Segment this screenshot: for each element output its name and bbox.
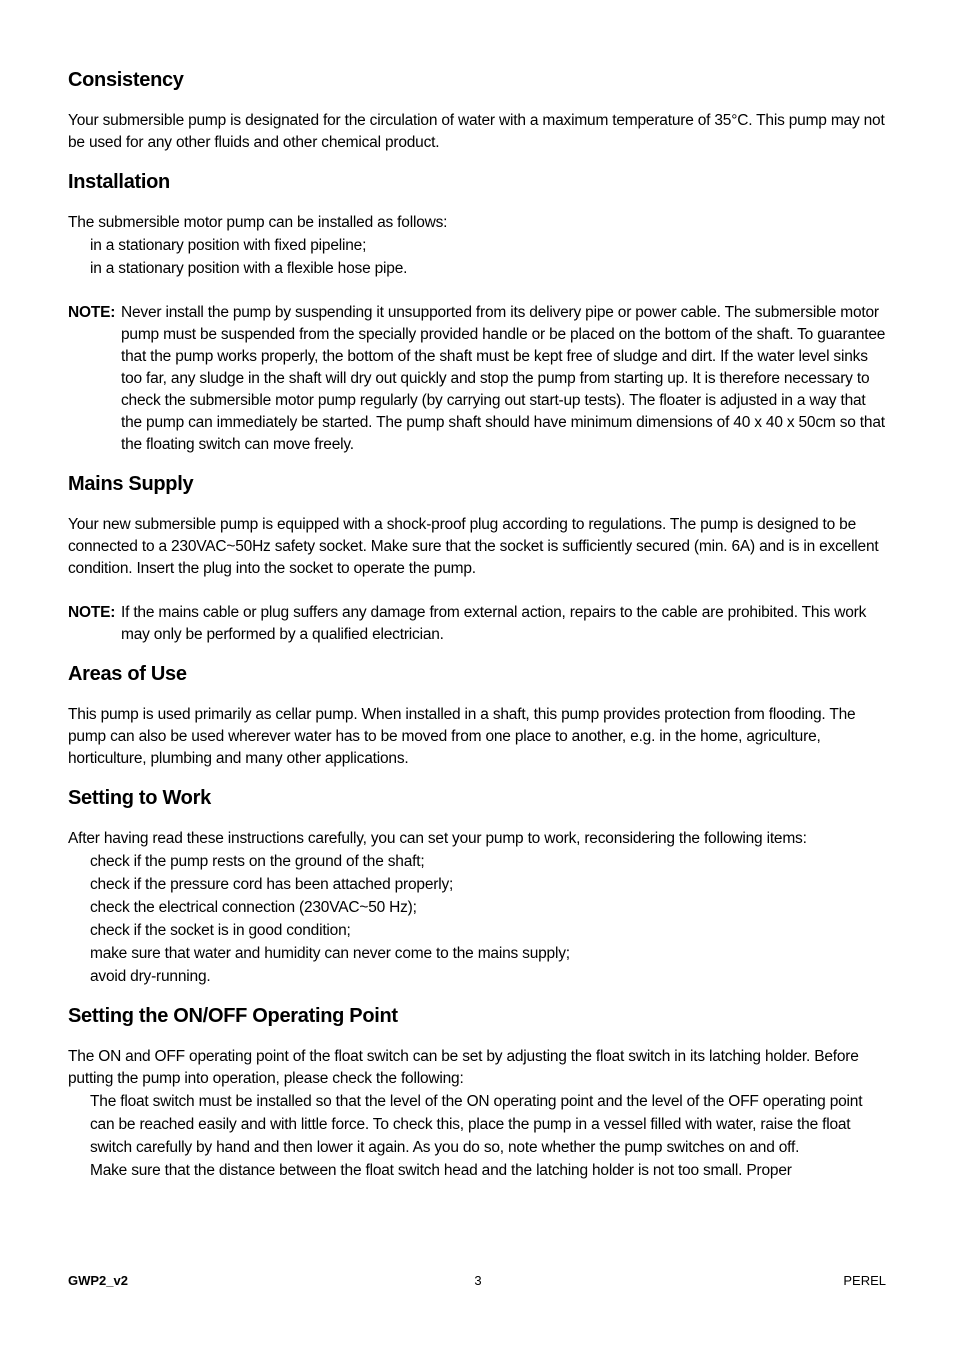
page-footer	[68, 1273, 888, 1293]
setting-list	[68, 850, 888, 988]
list-item: check if the pressure cord has been attached properly;	[90, 876, 454, 893]
heading-consistency: Consistency	[68, 69, 184, 91]
installation-list	[68, 234, 888, 280]
list-item: avoid dry-running.	[90, 968, 211, 985]
list-item: check if the pump rests on the ground of the shaft;	[90, 853, 425, 870]
mains-paragraph: Your new submersible pump is equipped with a shock-proof plug according to regulations. The pump is designed to be connected to a 230VAC~50Hz safety socket. Make sure that the socket is sufficiently secured (min. 6A) and is in excellent condition. Insert the plug into the socket to operate the pump.	[68, 516, 879, 577]
section-mains-supply	[68, 470, 888, 646]
note-label: NOTE:	[68, 604, 116, 621]
section-areas-of-use	[68, 660, 888, 770]
heading-areas-of-use: Areas of Use	[68, 663, 187, 685]
heading-on-off-operating-point: Setting the ON/OFF Operating Point	[68, 1005, 398, 1027]
heading-installation: Installation	[68, 171, 170, 193]
list-item: check if the socket is in good condition;	[90, 922, 351, 939]
consistency-paragraph: Your submersible pump is designated for the circulation of water with a maximum temperature of 35°C. This pump may not be used for any other fluids and other chemical product.	[68, 112, 885, 151]
section-consistency	[68, 66, 888, 154]
section-on-off-operating-point	[68, 1002, 888, 1182]
note-text: Never install the pump by suspending it unsupported from its delivery pipe or power cable. The submersible motor pump must be suspended from the specially provided handle or be placed on the bottom of the shaft. To guarantee that the pump works properly, the bottom of the shaft must be kept free of sludge and dirt. If the water level sinks too far, any sludge in the shaft will dry out quickly and stop the pump from starting up. It is therefore necessary to check the submersible motor pump regularly (by carrying out start-up tests). The floater is adjusted in a way that the pump can immediately be started. The pump shaft should have minimum dimensions of 40 x 40 x 50cm so that the floating switch can move freely.	[121, 304, 886, 453]
setting-intro: After having read these instructions carefully, you can set your pump to work, reconsidering the following items:	[68, 830, 807, 847]
installation-intro: The submersible motor pump can be installed as follows:	[68, 214, 448, 231]
list-item: Make sure that the distance between the float switch head and the latching holder is not too small. Proper	[90, 1162, 792, 1179]
section-installation	[68, 168, 888, 456]
installation-note	[68, 302, 888, 456]
heading-mains-supply: Mains Supply	[68, 473, 194, 495]
areas-paragraph: This pump is used primarily as cellar pump. When installed in a shaft, this pump provides protection from flooding. The pump can also be used wherever water has to be moved from one place to another, e.g. in the home, agriculture, horticulture, plumbing and many other applications.	[68, 706, 856, 767]
note-text: If the mains cable or plug suffers any damage from external action, repairs to the cable are prohibited. This work may only be performed by a qualified electrician.	[121, 604, 867, 643]
list-item: check the electrical connection (230VAC~50 Hz);	[90, 899, 417, 916]
section-setting-to-work	[68, 784, 888, 988]
mains-note	[68, 602, 888, 646]
heading-setting-to-work: Setting to Work	[68, 787, 211, 809]
onoff-intro: The ON and OFF operating point of the float switch can be set by adjusting the float switch in its latching holder. Before putting the pump into operation, please check the following:	[68, 1048, 859, 1087]
footer-document-code: GWP2_v2	[68, 1273, 128, 1288]
list-item: make sure that water and humidity can never come to the mains supply;	[90, 945, 570, 962]
footer-brand: PEREL	[843, 1273, 886, 1288]
document-page	[68, 66, 888, 1196]
onoff-list	[68, 1090, 888, 1182]
footer-page-number: 3	[474, 1273, 482, 1288]
note-label: NOTE:	[68, 304, 116, 321]
list-item: in a stationary position with a flexible hose pipe.	[90, 260, 408, 277]
list-item: The float switch must be installed so that the level of the ON operating point and the level of the OFF operating point can be reached easily and with little force. To check this, place the pump in a vessel filled with water, raise the float switch carefully by hand and then lower it again. As you do so, note whether the pump switches on and off.	[90, 1093, 863, 1156]
list-item: in a stationary position with fixed pipeline;	[90, 237, 367, 254]
